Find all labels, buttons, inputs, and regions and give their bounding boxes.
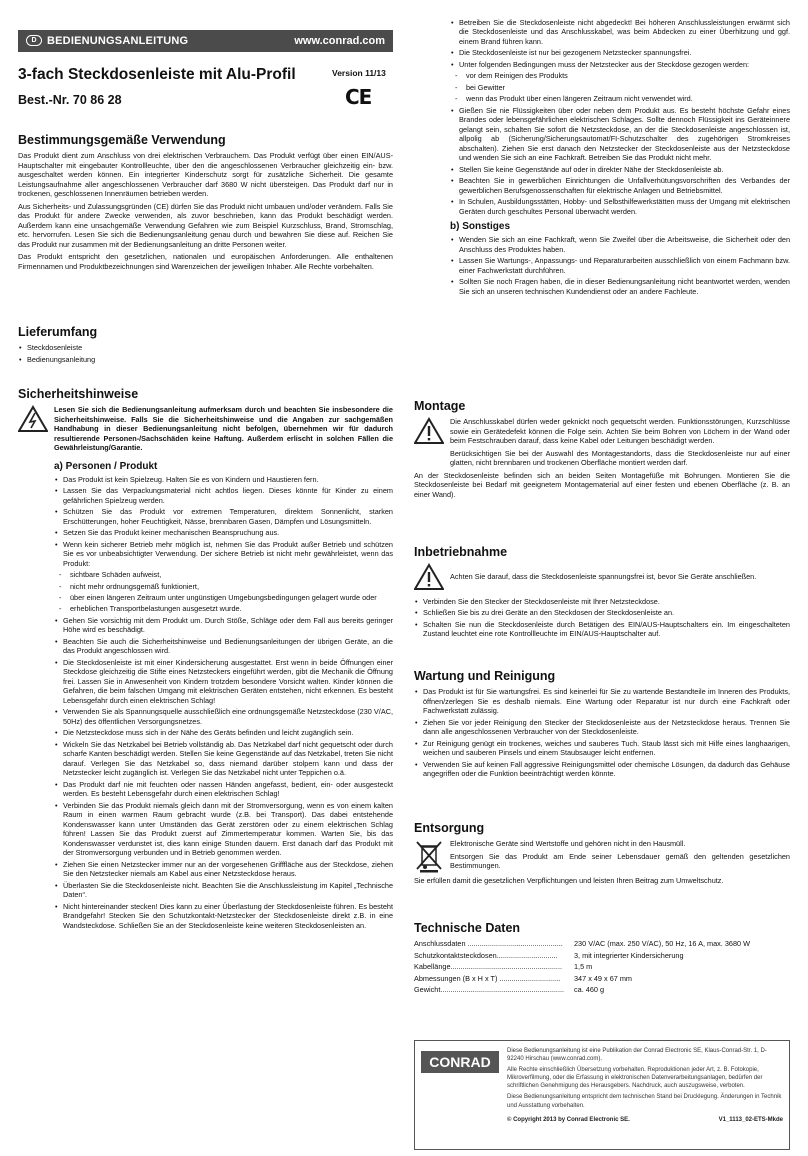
list-item: - erheblichen Transportbelastungen ausgesetzt wurde. [54, 604, 393, 613]
safety-sub-a: a) Personen / Produkt [54, 460, 158, 472]
disposal-heading: Entsorgung [414, 821, 485, 835]
conrad-logo-text: CONRAD [429, 1054, 491, 1070]
tech-value: 347 x 49 x 67 mm [574, 973, 632, 983]
warning-icon [414, 417, 444, 470]
list-item: • Nicht hintereinander stecken! Dies kann zu einer Überlastung der Steckdosenleiste führen. Es besteht Brandgefahr! Stecken Sie den Schutzkontakt-Netzstecker der Steckdosenleiste direkt z.B. in eine Wandsteckdose. Schließen Sie an der Steckdosenleiste keine weiteren Steckdosenleisten an. [54, 902, 393, 930]
list-item: • Die Netzsteckdose muss sich in der Nähe des Geräts befinden und leicht zugänglich sein. [54, 728, 393, 737]
start-warning-text: Achten Sie darauf, dass die Steckdosenleiste spannungsfrei ist, bevor Sie Geräte anschließen. [450, 572, 757, 582]
electric-warning-icon [18, 405, 48, 455]
safety-intro: Lesen Sie sich die Bedienungsanleitung aufmerksam durch und beachten Sie insbesondere die Sicherheitshinweise. Falls Sie die Sicherheitshinweise und die Angaben zur sachgemäßen Handhabung in dieser Bedienungsanleitung nicht befolgen, übernehmen wir für dadurch resultierende Personen-/Sachschäden keine Haftung. Außerdem erlischt in solchen Fällen die Gewährleistung/Garantie. [54, 405, 393, 453]
tech-key: Gewicht............................................................. [414, 985, 565, 995]
imprint-box [414, 1040, 790, 1150]
list-item: • Schließen Sie bis zu drei Geräte an den Steckdosen der Steckdosenleiste an. [414, 608, 790, 617]
list-item: • Verbinden Sie das Produkt niemals gleich dann mit der Stromversorgung, wenn es von einem kalten Raum in einen warmen Raum gebracht wurde (z.B. bei Transport). Das dabei entstehende Kondenswasser kann unter Umständen das Gerät zerstören oder zu einem elektrischen Schlag führen! Lassen Sie das Produkt zuerst auf Zimmertemperatur kommen. Warten Sie, bis das Kondenswasser verdunstet ist, dies kann einige Stunden dauern. Erst danach darf das Produkt mit der Stromversorgung verbunden und in Betrieb genommen werden. [54, 801, 393, 858]
list-item: - wenn das Produkt über einen längeren Zeitraum nicht verwendet wird. [450, 94, 790, 103]
ce-mark-icon [345, 84, 371, 110]
table-row [414, 985, 790, 994]
care-section [414, 668, 790, 781]
header-bar [18, 30, 393, 52]
list-item: • Gehen Sie vorsichtig mit dem Produkt um. Durch Stöße, Schläge oder dem Fall aus bereits geringer Höhe wird es beschädigt. [54, 616, 393, 635]
use-heading: Bestimmungsgemäße Verwendung [18, 133, 226, 147]
list-item: • Lassen Sie Wartungs-, Anpassungs- und Reparaturarbeiten ausschließlich von einem Fachmann bzw. einer Fachwerkstatt durchführen. [450, 256, 790, 275]
list-item: • Überlasten Sie die Steckdosenleiste nicht. Beachten Sie die Anschlussleistung im Kapitel „Technische Daten“. [54, 881, 393, 900]
list-item: • Sollten Sie noch Fragen haben, die in dieser Bedienungsanleitung nicht beantwortet werden, wenden Sie sich an unseren technischen Kundendienst oder an andere Fachleute. [450, 277, 790, 296]
list-item: - über einen längeren Zeitraum unter ungünstigen Umgebungsbedingungen gelagert wurde oder [54, 593, 393, 602]
safety-heading: Sicherheitshinweise [18, 387, 139, 401]
tech-key: Kabellänge....................................................... [414, 962, 563, 972]
start-warning [414, 563, 790, 593]
table-row [414, 974, 790, 983]
safety-r-list-2 [450, 106, 790, 216]
product-title: 3-fach Steckdosenleiste mit Alu-Profil [18, 66, 296, 83]
tech-value: 230 V/AC (max. 250 V/AC), 50 Hz, 16 A, max. 3680 W [574, 939, 751, 949]
safety-r-list [450, 18, 790, 69]
order-number: Best.-Nr. 70 86 28 [18, 93, 122, 107]
tech-value: ca. 460 g [574, 985, 605, 995]
safety-b-list [450, 235, 790, 296]
imprint-footer [507, 1116, 783, 1124]
list-item: • Stellen Sie keine Gegenstände auf oder in direkter Nähe der Steckdosenleiste ab. [450, 165, 790, 174]
tech-table [414, 939, 790, 994]
disposal-section [414, 820, 790, 888]
warning-icon [414, 563, 444, 593]
version-label: Version 11/13 [332, 68, 386, 78]
imprint-paragraph-2: Alle Rechte einschließlich Übersetzung vorbehalten. Reproduktionen jeder Art, z. B. Fotokopie, Mikroverfilmung, oder die Erfassung in elektronischen Datenverarbeitungsanlagen, bedürfen der schriftlichen Genehmigung des Herausgebers. Nachdruck, auch auszugsweise, verboten. [507, 1067, 763, 1090]
tech-key: Schutzkontaktsteckdosen.............................. [414, 950, 558, 960]
safety-a-list [54, 475, 393, 568]
list-item: - sichtbare Schäden aufweist, [54, 570, 393, 579]
use-paragraph-3: Das Produkt entspricht den gesetzlichen, nationalen und europäischen Anforderungen. Alle enthaltenen Firmennamen und Produktbezeichnungen sind Warenzeichen der jeweiligen Inhaber. Alle Rechte vorbehalten. [18, 252, 393, 271]
list-item: • Das Produkt darf nie mit feuchten oder nassen Händen angefasst, bedient, ein- oder ausgesteckt werden. Es besteht Lebensgefahr durch einen elektrischen Schlag! [54, 780, 393, 799]
list-item: • In Schulen, Ausbildungsstätten, Hobby- und Selbsthilfewerkstätten muss der Umgang mit elektrischen Geräten durch geschultes Personal überwacht werden. [450, 197, 790, 216]
tech-key: Anschlussdaten ............................................... [414, 939, 563, 949]
list-item: - vor dem Reinigen des Produkts [450, 71, 790, 80]
imprint-text [507, 1047, 783, 1145]
imprint-paragraph-3: Diese Bedienungsanleitung entspricht dem technischen Stand bei Drucklegung. Änderungen in Technik und Ausstattung vorbehalten. [507, 1094, 782, 1109]
list-item: • Zur Reinigung genügt ein trockenes, weiches und sauberes Tuch. Staub lässt sich mit Hilfe eines langhaarigen, weichen und sauberen Pinsels und einem Staubsauger leicht entfernen. [414, 739, 790, 758]
list-item: - bei Gewitter [450, 83, 790, 92]
imprint-paragraph-1: Diese Bedienungsanleitung ist eine Publikation der Conrad Electronic SE, Klaus-Conrad-Str. 1, D-92240 Hirschau (www.conrad.com). [507, 1048, 767, 1063]
table-row [414, 951, 790, 960]
mount-section [414, 398, 790, 502]
safety-a-list-2 [54, 616, 393, 930]
header-title: BEDIENUNGSANLEITUNG [47, 34, 189, 47]
table-row [414, 939, 790, 948]
safety-sub-b: b) Sonstiges [450, 221, 511, 233]
table-row [414, 962, 790, 971]
care-heading: Wartung und Reinigung [414, 669, 556, 683]
list-item: • Wenden Sie sich an eine Fachkraft, wenn Sie Zweifel über die Arbeitsweise, die Sicherheit oder den Anschluss des Produktes haben. [450, 235, 790, 254]
ce-mark-text: CE [345, 85, 372, 109]
list-item: • Verwenden Sie als Spannungsquelle ausschließlich eine ordnungsgemäße Netzsteckdose (230 V/AC, 50Hz) des öffentlichen Versorgungsnetzes. [54, 707, 393, 726]
care-list [414, 687, 790, 778]
list-item: - nicht mehr ordnungsgemäß funktioniert, [54, 582, 393, 591]
start-section [414, 544, 790, 641]
list-item: • Verwenden Sie auf keinen Fall aggressive Reinigungsmittel oder chemische Lösungen, da dadurch das Gehäuse angegriffen oder die Funktion beeinträchtigt werden könnte. [414, 760, 790, 779]
list-item: • Schützen Sie das Produkt vor extremen Temperaturen, direktem Sonnenlicht, starken Erschütterungen, hoher Feuchtigkeit, Nässe, brennbaren Gasen, Dämpfen und Lösungsmitteln. [54, 507, 393, 526]
scope-heading: Lieferumfang [18, 325, 98, 339]
list-item: • Betreiben Sie die Steckdosenleiste nicht abgedeckt! Bei höheren Anschlussleistungen erwärmt sich die Steckdosenleiste und das Anschlusskabel, was beim Abdecken zu einer Überhitzung und ggf. einem Brand führen kann. [450, 18, 790, 46]
disposal-paragraph-2: Entsorgen Sie das Produkt am Ende seiner Lebensdauer gemäß den geltenden gesetzlichen Bestimmungen. [450, 851, 790, 871]
list-item: • Bedienungsanleitung [18, 355, 393, 364]
list-item: • Die Steckdosenleiste ist nur bei gezogenem Netzstecker spannungsfrei. [450, 48, 790, 57]
language-badge: D [26, 35, 42, 46]
tech-heading: Technische Daten [414, 921, 521, 935]
safety-a-dash-list [54, 570, 393, 614]
safety-continued [414, 18, 790, 298]
safety-a-block [18, 460, 393, 930]
list-item: • Wickeln Sie das Netzkabel bei Betrieb vollständig ab. Das Netzkabel darf nicht gequetscht oder durch scharfe Kanten beschädigt werden. Stellen Sie keine Gegenstände auf das Netzkabel, treten Sie nicht darauf. Verlegen Sie das Netzkabel so, dass niemand darüber stolpern kann und dass der Netzstecker leicht zugänglich ist. Verlegen Sie das Netzkabel nicht unter Teppichen o.ä. [54, 740, 393, 778]
safety-section [18, 386, 393, 932]
scope-list [18, 343, 393, 364]
start-heading: Inbetriebnahme [414, 545, 508, 559]
mount-heading: Montage [414, 399, 466, 413]
list-item: • Ziehen Sie vor jeder Reinigung den Stecker der Steckdosenleiste aus der Netzsteckdose heraus. Trennen Sie dann alle angeschlossenen Verbraucher von der Steckdosenleiste. [414, 718, 790, 737]
start-list [414, 597, 790, 639]
disposal-paragraph-3: Sie erfüllen damit die gesetzlichen Verpflichtungen und leisten Ihren Beitrag zum Umweltschutz. [414, 875, 724, 885]
list-item: • Wenn kein sicherer Betrieb mehr möglich ist, nehmen Sie das Produkt außer Betrieb und schützen Sie es vor unbeabsichtigter Verwendung. Der sichere Betrieb ist nicht mehr gewährleistet, wenn das Produkt: [54, 540, 393, 568]
list-item: • Steckdosenleiste [18, 343, 393, 352]
list-item: • Ziehen Sie einen Netzstecker immer nur an der vorgesehenen Grifffläche aus der Steckdose, ziehen Sie den Netzstecker niemals am Kabel aus einer Netzsteckdose heraus. [54, 860, 393, 879]
list-item: • Beachten Sie in gewerblichen Einrichtungen die Unfallverhütungsvorschriften des Verbandes der gewerblichen Berufsgenossenschaften für elektrische Anlagen und Betriebsmittel. [450, 176, 790, 195]
use-section [18, 132, 393, 274]
crossed-bin-icon [414, 839, 444, 875]
list-item: • Unter folgenden Bedingungen muss der Netzstecker aus der Steckdose gezogen werden: [450, 60, 790, 69]
list-item: • Das Produkt ist für Sie wartungsfrei. Es sind keinerlei für Sie zu wartende Bestandteile im Inneren des Produkts, öffnen/zerlegen Sie es deshalb niemals. Eine Wartung oder Reparatur ist nur durch eine Fachkraft oder Fachwerkstatt zulässig. [414, 687, 790, 715]
list-item: • Lassen Sie das Verpackungsmaterial nicht achtlos liegen. Dieses könnte für Kinder zu einem gefährlichen Spielzeug werden. [54, 486, 393, 505]
mount-warning [414, 417, 790, 470]
conrad-logo-icon [421, 1047, 501, 1145]
mount-paragraph-2: Berücksichtigen Sie bei der Auswahl des Montagestandorts, dass die Steckdosenleiste nur auf einer glatten, nicht brennbaren und trockenen Oberfläche montiert werden darf. [450, 448, 790, 468]
tech-value: 3, mit integrierter Kindersicherung [574, 950, 684, 960]
use-paragraph-2: Aus Sicherheits- und Zulassungsgründen (CE) dürfen Sie das Produkt nicht umbauen und/oder verändern. Falls Sie das Produkt für andere Zwecke verwenden, als zuvor beschrieben, kann das Produkt beschädigt werden. Außerdem kann eine unsachgemäße Verwendung Gefahren wie zum Beispiel Kurzschluss, Brand, Stromschlag, etc. hervorrufen. Lesen Sie sich die Bedienungsanleitung genau durch und bewahren Sie diese auf. Reichen Sie das Produkt nur zusammen mit der Bedienungsanleitung an dritte Personen weiter. [18, 201, 393, 249]
tech-key: Abmessungen (B x H x T) .............................. [414, 973, 561, 983]
safety-warning [18, 405, 393, 455]
mount-paragraph-1: Die Anschlusskabel dürfen weder geknickt noch gequetscht werden. Funktionsstörungen, Kurzschlüsse sowie ein Gerätedefekt können die Folge sein. Achten Sie beim Bohren von Löchern in der Wand oder beim Festschrauben darauf, dass keine Kabel oder Leitungen beschädigt werden. [450, 417, 790, 446]
list-item: • Setzen Sie das Produkt keiner mechanischen Beanspruchung aus. [54, 528, 393, 537]
disposal-paragraph-1: Elektronische Geräte sind Wertstoffe und gehören nicht in den Hausmüll. [450, 839, 686, 849]
list-item: • Beachten Sie auch die Sicherheitshinweise und Bedienungsanleitungen der übrigen Geräte, an die das Produkt angeschlossen wird. [54, 637, 393, 656]
scope-section [18, 324, 393, 366]
disposal-block [414, 839, 790, 875]
header-website: www.conrad.com [294, 34, 385, 47]
safety-r-dash-list [450, 71, 790, 103]
use-paragraph-1: Das Produkt dient zum Anschluss von drei elektrischen Verbrauchern. Das Produkt verfügt über einen EIN/AUS-Hauptschalter mit eingebauter Kontrollleuchte, über den die angeschlossenen Verbraucher gleichzeitig ein- bzw. ausgeschaltet werden können. Ein integrierter Kinderschutz sorgt für zusätzliche Sicherheit. Die gesamte Leistungsaufnahme aller angeschlossenen Verbraucher darf 3680 W nicht übersteigen. Das Produkt darf nur in trockenen, geschlossenen Innenräumen betrieben werden. [18, 151, 393, 199]
list-item: • Verbinden Sie den Stecker der Steckdosenleiste mit Ihrer Netzsteckdose. [414, 597, 790, 606]
list-item: • Schalten Sie nun die Steckdosenleiste durch Betätigen des EIN/AUS-Hauptschalters ein. Im eingeschalteten Zustand leuchtet eine rote Kontrollleuchte im EIN/AUS-Hauptschalter auf. [414, 620, 790, 639]
mount-paragraph-3: An der Steckdosenleiste befinden sich an beiden Seiten Montagefüße mit Bohrungen. Montieren Sie die Steckdosenleiste bei Bedarf mit geeignetem Montagematerial auf einer festen und ebenen Oberfläche (z. B. an einer Wand). [414, 470, 790, 499]
list-item: • Das Produkt ist kein Spielzeug. Halten Sie es von Kindern und Haustieren fern. [54, 475, 393, 484]
copyright: © Copyright 2013 by Conrad Electronic SE. [507, 1116, 630, 1123]
tech-value: 1,5 m [574, 962, 593, 972]
tech-section [414, 920, 790, 997]
doc-code: V1_1113_02-ETS-Mkde [718, 1116, 783, 1123]
list-item: • Die Steckdosenleiste ist mit einer Kindersicherung ausgestattet. Erst wenn in beide Öffnungen einer Steckdose gleichzeitig die Stifte eines Netzsteckers eingeführt werden, gibt die Mechanik die Öffnung frei. Lassen Sie in Anwesenheit von Kindern trotzdem besondere Vorsicht walten. Kinder können die Gefahren, die beim falschen Umgang mit elektrischen Geräten entstehen, nicht erkennen. Es besteht Lebensgefahr durch einen elektrischen Schlag! [54, 658, 393, 705]
list-item: • Gießen Sie nie Flüssigkeiten über oder neben dem Produkt aus. Es besteht höchste Gefahr eines Brandes oder lebensgefährlichen elektrischen Schlages. Sollte dennoch Flüssigkeit ins Geräteinnere gelangt sein, schalten Sie sofort die Netzsteckdose, an der die Steckdosenleiste angeschlossen ist, allpolig ab (Sicherung/Sicherungsautomat/FI-Schutzschalter des zugehörigen Stromkreises abschalten). Ziehen Sie erst danach den Netzstecker der Steckdosenleiste aus der Netzsteckdose und wenden Sie sich an eine Fachkraft. Betreiben Sie das Produkt nicht mehr. [450, 106, 790, 163]
